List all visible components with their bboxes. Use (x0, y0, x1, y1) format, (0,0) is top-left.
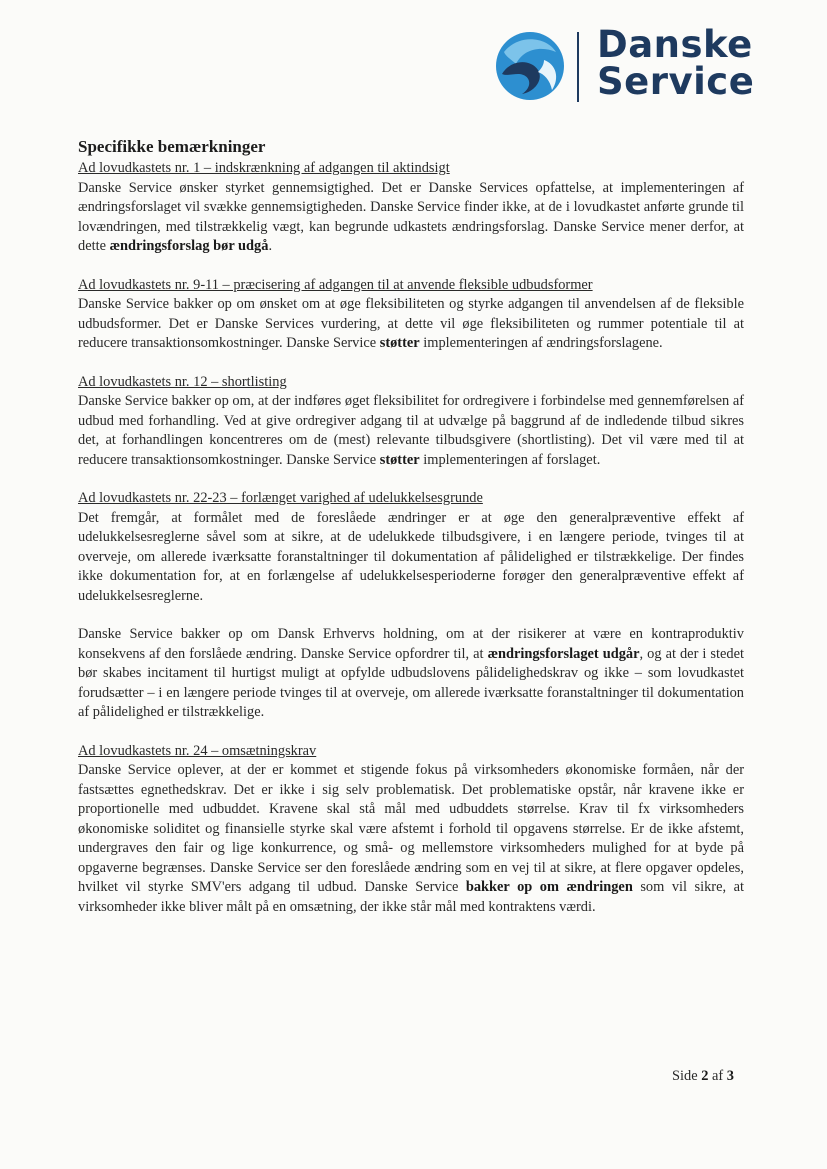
document-title: Specifikke bemærkninger (78, 137, 266, 156)
company-logo (494, 23, 755, 108)
section-shortlisting (78, 373, 744, 471)
page-number: Side 2 af 3 (672, 1068, 734, 1084)
section-paragraph: Det fremgår, at formålet med de foreslåede ændringer er at øge den generalpræventive effekt af udelukkelsesreglerne såvel som at sikre, at de udelukkede tilbudsgivere, i en længere periode, tvinges til at overveje, om allerede iværksatte foranstaltninger til dokumentation af pålidelighed er tilstrækkelige. Der findes ikke dokumentation for, at en forlængelse af udelukkelsesperioderne forøger den generalpræventive effekt af udelukkelsesreglerne. (78, 509, 744, 604)
document-body (78, 136, 744, 917)
logo-divider (577, 32, 579, 102)
section-paragraph: Danske Service bakker op om Dansk Erhvervs holdning, om at der risikerer at være en kontraproduktiv konsekvens af den forslåede ændring. Danske Service opfordrer til, at ændringsforslaget udgår, og at der i stedet bør skabes incitament til hurtigst muligt at opfylde udbudslovens pålidelighedskrav og ikke – som lovudkastet forudsætter – i en længere periode tvinges til at overveje, om allerede iværksatte foranstaltninger til dokumentation af pålidelighed er tilstrækkelige. (78, 626, 744, 720)
section-paragraph: Danske Service bakker op om, at der indføres øget fleksibilitet for ordregivere i forbindelse med gennemførelsen af udbud med forhandling. Ved at give ordregiver adgang til at udvælge på baggrund af de indledende tilbud sikres det, at forhandlingen koncentreres om de (mest) relevante tilbudsgivere (shortlisting). Det vil være med til at reducere transaktionsomkostninger. Danske Service støtter implementeringen af forslaget. (78, 393, 744, 468)
section-heading: Ad lovudkastets nr. 12 – shortlisting (78, 373, 287, 390)
section-heading: Ad lovudkastets nr. 22-23 – forlænget varighed af udelukkelsesgrunde (78, 490, 483, 506)
section-udelukkelsesgrunde (78, 489, 744, 723)
logo-line-1: Danske (597, 23, 753, 66)
section-heading: Ad lovudkastets nr. 9-11 – præcisering af adgangen til at anvende fleksible udbudsformer (78, 276, 593, 293)
section-omsaetningskrav (78, 742, 744, 918)
section-paragraph: Danske Service oplever, at der er kommet et stigende fokus på virksomheders økonomiske formåen, når der fastsættes egnethedskrav. Det er ikke i sig selv problematisk. Det problematiske opstår, når kravene ikke er proportionelle med udbuddet. Kravene skal stå mål med udbuddets størrelse. Krav til fx virksomheders økonomiske soliditet og finansielle styrke skal være afstemt i forhold til opgavens størrelse. Er de ikke afstemt, undergraves den fair og lige konkurrence, og små- og mellemstore virksomheders mulighed for at byde på opgaverne begrænses. Danske Service ser den foreslåede ændring som en vej til at sikre, at flere opgaver opdeles, hvilket vil styrke SMV'ers adgang til udbud. Danske Service bakker op om ændringen som vil sikre, at virksomheder ikke bliver målt på en omsætning, der ikke står mål med kontraktens værdi. (78, 762, 744, 915)
section-paragraph: Danske Service ønsker styrket gennemsigtighed. Det er Danske Services opfattelse, at implementeringen af ændringsforslaget vil svække gennemsigtigheden. Danske Service finder ikke, at de i lovudkastet anførte grunde til lovændringen, med tilstrækkelig vægt, kan begrunde udkastets ændringsforslag. Danske Service mener derfor, at dette ændringsforslag bør udgå. (78, 179, 744, 254)
section-fleksible-udbudsformer (78, 276, 744, 354)
section-heading: Ad lovudkastets nr. 1 – indskrænkning af adgangen til aktindsigt (78, 160, 450, 176)
section-aktindsigt (78, 159, 744, 257)
logo-wordmark (597, 23, 755, 103)
logo-swirl-icon (494, 30, 566, 102)
section-heading: Ad lovudkastets nr. 24 – omsætningskrav (78, 742, 317, 759)
logo-line-2: Service (597, 60, 755, 103)
section-paragraph: Danske Service bakker op om ønsket om at øge fleksibiliteten og styrke adgangen til anvendelsen af de fleksible udbudsformer. Det er Danske Services vurdering, at dette vil øge fleksibiliteten og rummer potentiale til at reducere transaktionsomkostninger. Danske Service støtter implementeringen af ændringsforslagene. (78, 296, 744, 351)
